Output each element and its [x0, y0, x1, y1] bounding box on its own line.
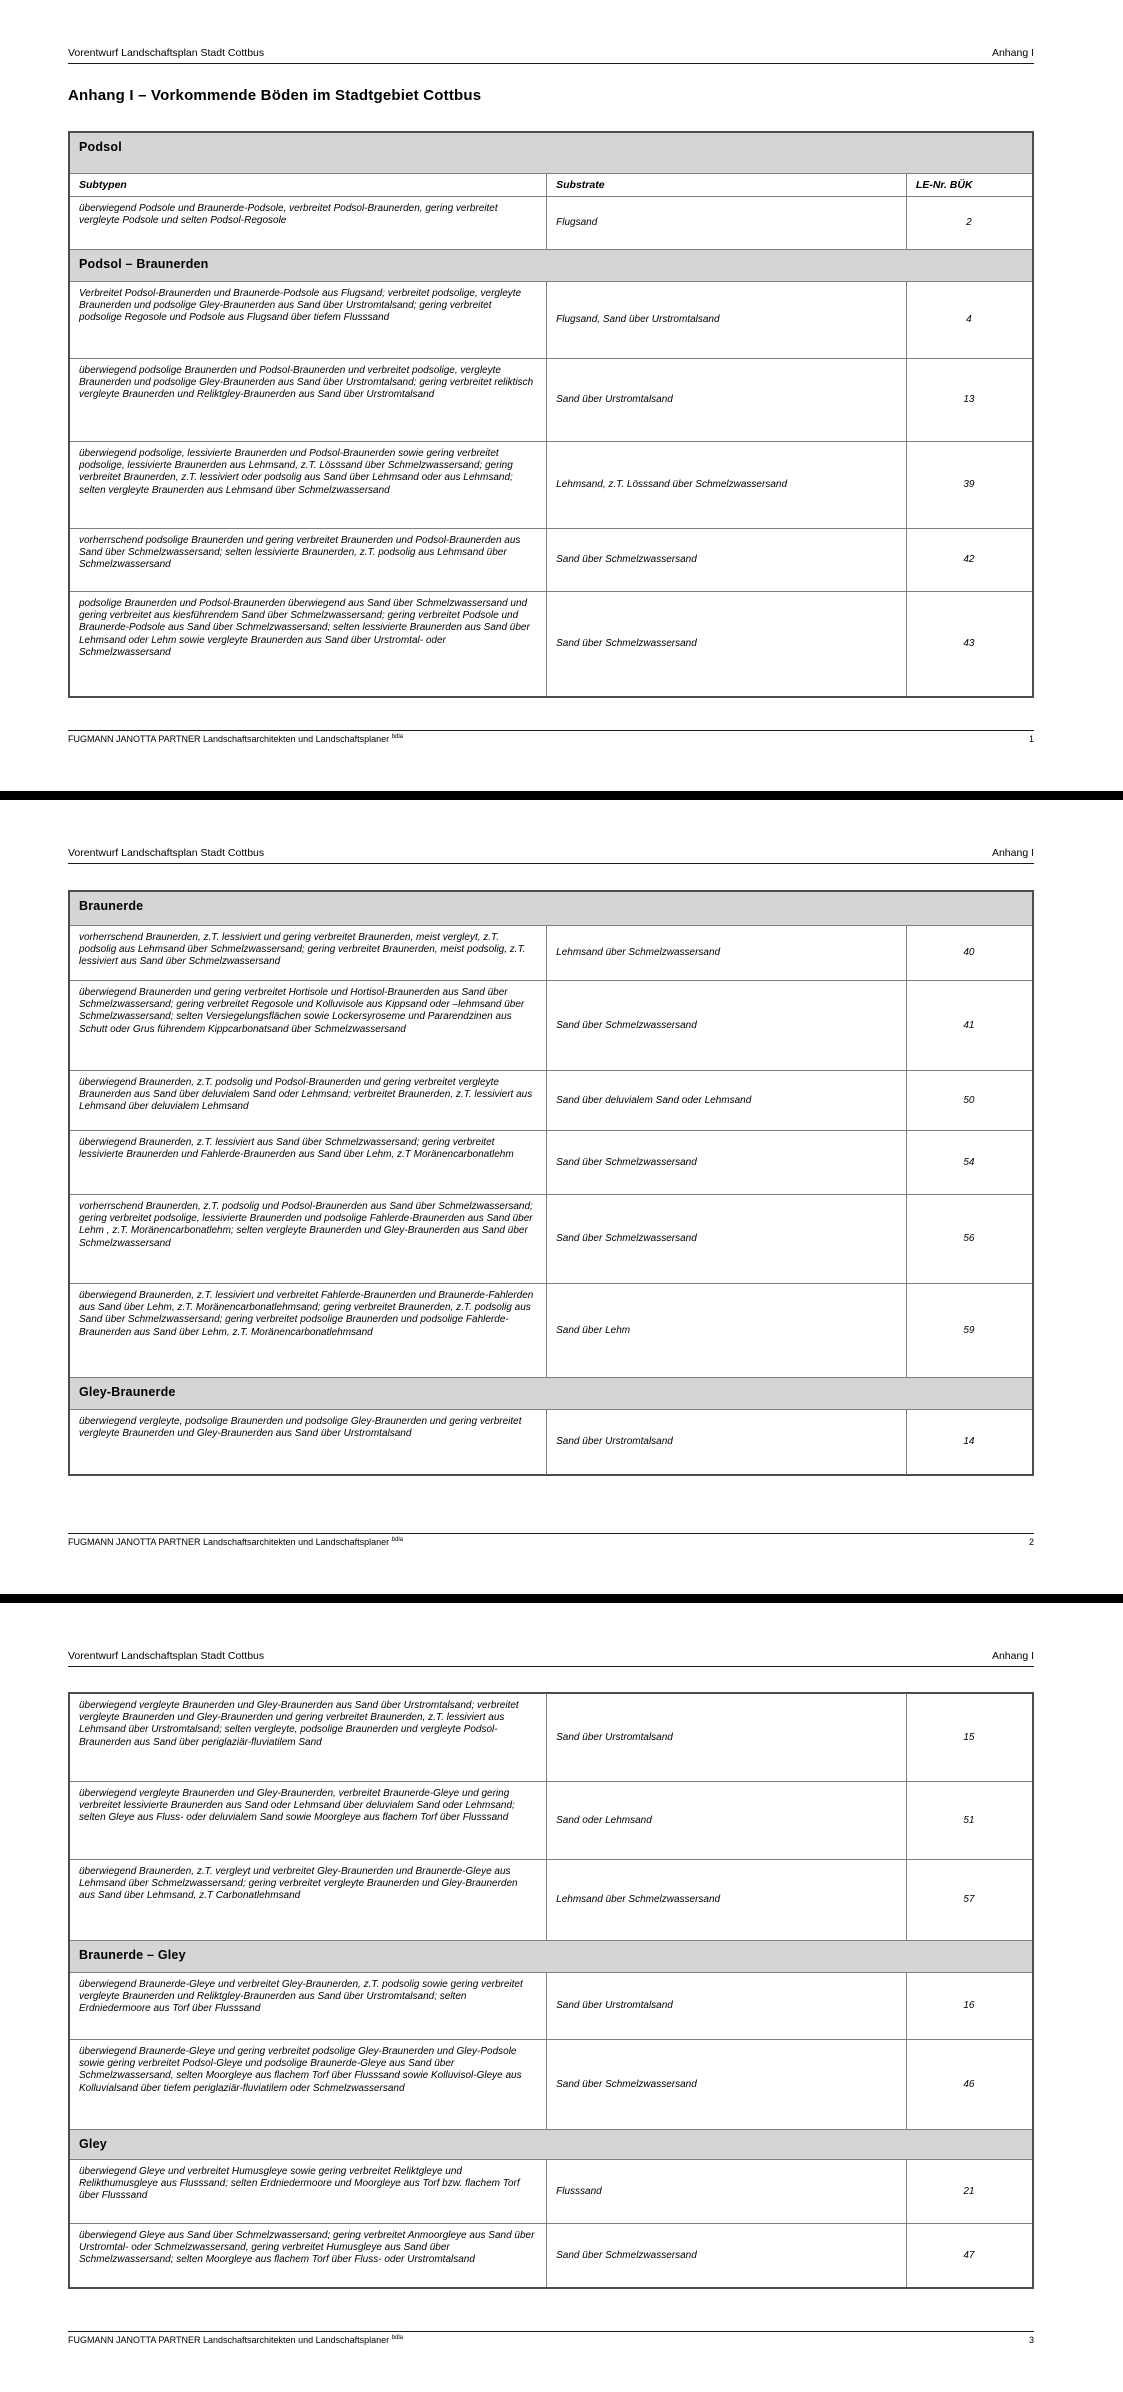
page-footer	[68, 730, 1034, 746]
subtype-description-cell: vorherrschend podsolige Braunerden und gering verbreitet Braunerden und Podsol-Braunerden aus Sand über Schmelzwassersand; selten lessivierte Braunerden, z.T. podsolig aus Lehmsand über Schmelzwassersand	[70, 529, 547, 591]
substrate-cell: Sand über Schmelzwassersand	[547, 1131, 907, 1194]
page-header	[68, 1650, 1034, 1667]
substrate-cell: Sand über Schmelzwassersand	[547, 592, 907, 696]
le-number-cell: 57	[963, 1894, 975, 1906]
header-left-text: Vorentwurf Landschaftsplan Stadt Cottbus	[68, 47, 265, 59]
table-row	[70, 2224, 1032, 2287]
table-row	[70, 282, 1032, 359]
substrate-cell: Sand über Urstromtalsand	[547, 1694, 907, 1781]
table-row	[70, 529, 1032, 592]
table-row	[70, 1782, 1032, 1860]
table-row	[70, 359, 1032, 442]
footer-company-text: FUGMANN JANOTTA PARTNER Landschaftsarchitekten und Landschaftsplaner $^{bdla}$	[68, 734, 403, 745]
le-number-cell: 56	[963, 1233, 975, 1245]
substrate-cell: Sand über Lehm	[547, 1284, 907, 1377]
substrate-cell: Lehmsand, z.T. Lösssand über Schmelzwassersand	[547, 442, 907, 528]
substrate-cell: Sand über Urstromtalsand	[547, 1410, 907, 1474]
page-2	[0, 800, 1123, 1594]
header-right-text: Anhang I	[991, 847, 1034, 859]
subtype-description-cell: überwiegend Braunerden, z.T. vergleyt und verbreitet Gley-Braunerden und Braunerde-Gleye aus Lehmsand über Schmelzwassersand; gering verbreitet vergleyte Braunerden und Gley-Braunerden aus Sand über Lehmsand, z.T Carbonatlehmsand	[70, 1860, 547, 1940]
le-number-cell: 51	[963, 1814, 975, 1826]
table-row	[70, 2160, 1032, 2224]
subtype-description-cell: Verbreitet Podsol-Braunerden und Braunerde-Podsole aus Flugsand; verbreitet podsolige, vergleyte Braunerden und podsolige Gley-Braunerden aus Sand über Urstromtalsand; gering verbreitet podsolige Regosole und Podsole aus Flugsand über tiefem Flusssand	[70, 282, 547, 358]
page-number: 2	[1028, 1537, 1034, 1548]
subtype-description-cell: überwiegend Gleye aus Sand über Schmelzwassersand; gering verbreitet Anmoorgleye aus Sand über Urstromtal- oder Schmelzwassersand, gering verbreitet Humusgleye aus Sand über Schmelzwassersand; selten Moorgleye aus flachem Torf über Fluss- oder Urstromtalsand	[70, 2224, 547, 2287]
subtype-description-cell: überwiegend podsolige Braunerden und Podsol-Braunerden und verbreitet podsolige, vergleyte Braunerden und podsolige Gley-Braunerden aus Sand über Urstromtalsand; gering verbreitet reliktisch vergleyte Braunerden und Reliktgley-Braunerden aus Sand über Urstromtalsand	[70, 359, 547, 441]
le-number-cell: 47	[963, 2249, 975, 2261]
table-row	[70, 1410, 1032, 1474]
header-left-text: Vorentwurf Landschaftsplan Stadt Cottbus	[68, 847, 265, 859]
table-row	[70, 1195, 1032, 1284]
subtype-description-cell: vorherrschend Braunerden, z.T. lessiviert und gering verbreitet Braunerden, meist vergleyt, z.T. podsolig aus Lehmsand über Schmelzwassersand; gering verbreitet Braunerden, meist podsolig, z.T. lessiviert aus Sand über Schmelzwassersand	[70, 926, 547, 980]
table-row	[70, 1131, 1032, 1195]
le-number-cell: 4	[966, 314, 972, 326]
page-header	[68, 847, 1034, 864]
table-row	[70, 1973, 1032, 2040]
page-break-bar	[0, 791, 1123, 800]
subtype-description-cell: überwiegend Braunerde-Gleye und gering verbreitet podsolige Gley-Braunerden und Gley-Podsole sowie gering verbreitet Podsol-Gleye und podsolige Braunerde-Gleye aus Sand über Schmelzwassersand, selten Moorgleye aus flachem Torf über Flusssand sowie Kolluvisol-Gleye aus Kolluvialsand über tiefem periglaziär-fluviatilem oder Schmelzwassersand	[70, 2040, 547, 2129]
le-number-cell: 59	[963, 1324, 975, 1336]
le-number-cell: 41	[963, 1019, 975, 1031]
le-number-cell: 14	[963, 1436, 975, 1448]
subtype-description-cell: überwiegend vergleyte, podsolige Braunerden und podsolige Gley-Braunerden und gering verbreitet vergleyte Braunerden und Gley-Braunerden aus Sand über Urstromtalsand	[70, 1410, 547, 1474]
subtype-description-cell: überwiegend Gleye und verbreitet Humusgleye sowie gering verbreitet Reliktgleye und Relikthumusgleye aus Flusssand; selten Erdniedermoore und Moorgleye aus Torf bzw. flachem Torf über Flusssand	[70, 2160, 547, 2223]
soil-table	[68, 131, 1034, 698]
section-header: Gley	[70, 2130, 1032, 2160]
substrate-cell: Sand über Schmelzwassersand	[547, 2040, 907, 2129]
substrate-cell: Sand über Schmelzwassersand	[547, 2224, 907, 2287]
substrate-cell: Sand über Urstromtalsand	[547, 359, 907, 441]
table-row	[70, 442, 1032, 529]
column-header-subtypes: Subtypen	[70, 174, 547, 196]
section-header: Podsol – Braunerden	[70, 250, 1032, 282]
table-row	[70, 1284, 1032, 1378]
page-number: 1	[1028, 734, 1034, 745]
subtype-description-cell: überwiegend podsolige, lessivierte Braunerden und Podsol-Braunerden sowie gering verbreitet podsolige, lessivierte Braunerden aus Lehmsand, z.T. Lösssand über Schmelzwassersand; gering verbreitet Braunerden, z.T. lessiviert oder podsolig aus Sand über Lehmsand oder aus Lehmsand; selten vergleyte Braunerden aus Lehmsand über Schmelzwassersand	[70, 442, 547, 528]
substrate-cell: Sand über deluvialem Sand oder Lehmsand	[547, 1071, 907, 1130]
substrate-cell: Sand über Urstromtalsand	[547, 1973, 907, 2039]
substrate-cell: Flusssand	[547, 2160, 907, 2223]
le-number-cell: 40	[963, 947, 975, 959]
le-number-cell: 50	[963, 1094, 975, 1106]
table-row	[70, 926, 1032, 981]
soil-table	[68, 890, 1034, 1476]
subtype-description-cell: überwiegend Braunerde-Gleye und verbreitet Gley-Braunerden, z.T. podsolig sowie gering verbreitet vergleyte Braunerden und Reliktgley-Braunerden aus Sand über Urstromtalsand; selten Erdniedermoore aus Torf über Flusssand	[70, 1973, 547, 2039]
subtype-description-cell: überwiegend Braunerden, z.T. lessiviert und verbreitet Fahlerde-Braunerden und Braunerde-Fahlerden aus Sand über Lehm, z.T. Moränencarbonatlehmsand; gering verbreitet Braunerden, z.T. podsolig aus Sand über Schmelzwassersand; gering verbreitet podsolige Braunerden und podsolige Fahlerde-Braunerden aus Sand über Lehm, z.T. Moränencarbonatlehmsand	[70, 1284, 547, 1377]
le-number-cell: 16	[963, 2000, 975, 2012]
footer-bdla-superscript: bdla	[391, 2335, 403, 2342]
table-row	[70, 981, 1032, 1071]
le-number-cell: 2	[966, 217, 972, 229]
le-number-cell: 46	[963, 2078, 975, 2090]
column-header-le-nr: LE-Nr. BÜK	[915, 178, 973, 191]
substrate-cell: Sand über Schmelzwassersand	[547, 1195, 907, 1283]
footer-company-text: FUGMANN JANOTTA PARTNER Landschaftsarchitekten und Landschaftsplaner $^{bdla}$	[68, 1537, 403, 1548]
le-number-cell: 13	[963, 394, 975, 406]
page-footer	[68, 2331, 1034, 2347]
subtype-description-cell: vorherrschend Braunerden, z.T. podsolig und Podsol-Braunerden aus Sand über Schmelzwassersand; gering verbreitet podsolige, lessivierte Braunerden und podsolige Fahlerde-Braunerden aus Sand über Lehm , z.T. Moränencarbonatlehm; selten vergleyte Braunerden und Gley-Braunerden aus Sand über Schmelzwassersand	[70, 1195, 547, 1283]
substrate-cell: Lehmsand über Schmelzwassersand	[547, 1860, 907, 1940]
le-number-cell: 39	[963, 479, 975, 491]
table-row	[70, 197, 1032, 250]
soil-table	[68, 1692, 1034, 2289]
substrate-cell: Sand über Schmelzwassersand	[547, 529, 907, 591]
table-row	[70, 1694, 1032, 1782]
le-number-cell: 42	[963, 554, 975, 566]
column-header-row	[70, 174, 1032, 197]
footer-company-text: FUGMANN JANOTTA PARTNER Landschaftsarchitekten und Landschaftsplaner $^{bdla}$	[68, 2335, 403, 2346]
section-header: Gley-Braunerde	[70, 1378, 1032, 1410]
substrate-cell: Flugsand, Sand über Urstromtalsand	[547, 282, 907, 358]
section-header: Podsol	[70, 133, 1032, 174]
subtype-description-cell: podsolige Braunerden und Podsol-Braunerden überwiegend aus Sand über Schmelzwassersand und gering verbreitet aus kiesführendem Sand über Schmelzwassersand; gering verbreitet Podsole und Braunerde-Podsole aus Sand über Schmelzwassersand; selten lessivierte Braunerden aus Sand über Lehmsand oder Lehm sowie vergleyte Braunerden aus Sand über Urstromtal- oder Schmelzwassersand	[70, 592, 547, 696]
table-row	[70, 2040, 1032, 2130]
page-title: Anhang I – Vorkommende Böden im Stadtgebiet Cottbus	[68, 86, 482, 104]
table-row	[70, 1860, 1032, 1941]
le-number-cell: 54	[963, 1156, 975, 1168]
page-header	[68, 47, 1034, 64]
le-number-cell: 43	[963, 638, 975, 650]
page-3	[0, 1603, 1123, 2392]
le-number-cell: 15	[963, 1731, 975, 1743]
subtype-description-cell: überwiegend Braunerden, z.T. podsolig und Podsol-Braunerden und gering verbreitet vergleyte Braunerden aus Sand über deluvialem Sand oder Lehmsand; verbreitet Braunerden, z.T. lessiviert aus Lehmsand über deluvialem Lehmsand	[70, 1071, 547, 1130]
table-row	[70, 1071, 1032, 1131]
subtype-description-cell: überwiegend Podsole und Braunerde-Podsole, verbreitet Podsol-Braunerden, gering verbreitet vergleyte Podsole und selten Podsol-Regosole	[70, 197, 547, 249]
footer-bdla-superscript: bdla	[391, 1537, 403, 1544]
subtype-description-cell: überwiegend Braunerden und gering verbreitet Hortisole und Hortisol-Braunerden aus Sand über Schmelzwassersand; gering verbreitet Regosole und Kolluvisole aus Kippsand oder –lehmsand über Schmelzwassersand; selten Versiegelungsflächen sowie Lockersyroseme und Pararendzinen aus Schutt oder Grus führendem Kippcarbonatsand über Schmelzwassersand	[70, 981, 547, 1070]
substrate-cell: Sand über Schmelzwassersand	[547, 981, 907, 1070]
table-row	[70, 592, 1032, 696]
section-header: Braunerde	[70, 892, 1032, 926]
substrate-cell: Lehmsand über Schmelzwassersand	[547, 926, 907, 980]
header-left-text: Vorentwurf Landschaftsplan Stadt Cottbus	[68, 1650, 265, 1662]
subtype-description-cell: überwiegend vergleyte Braunerden und Gley-Braunerden, verbreitet Braunerde-Gleye und gering verbreitet lessivierte Braunerden aus Sand oder Lehmsand über deluvialem Sand oder Lehmsand; selten Gleye aus Fluss- oder deluvialem Sand sowie Moorgleye aus flachem Torf über Flusssand	[70, 1782, 547, 1859]
substrate-cell: Sand oder Lehmsand	[547, 1782, 907, 1859]
header-right-text: Anhang I	[991, 1650, 1034, 1662]
subtype-description-cell: überwiegend vergleyte Braunerden und Gley-Braunerden aus Sand über Urstromtalsand; verbreitet vergleyte Braunerden und Gley-Braunerden und gering verbreitet Braunerden, z.T. lessiviert aus Lehmsand über Urstromtalsand; selten vergleyte, podsolige Braunerden und vergleyte Podsol-Braunerden aus Sand über periglaziär-fluviatilem Sand	[70, 1694, 547, 1781]
header-right-text: Anhang I	[991, 47, 1034, 59]
column-header-substrate: Substrate	[547, 174, 907, 196]
substrate-cell: Flugsand	[547, 197, 907, 249]
le-number-cell: 21	[963, 2185, 975, 2197]
page-number: 3	[1028, 2335, 1034, 2346]
section-header: Braunerde – Gley	[70, 1941, 1032, 1973]
page-footer	[68, 1533, 1034, 1549]
footer-bdla-superscript: bdla	[391, 734, 403, 741]
page-break-bar	[0, 1594, 1123, 1603]
page-1	[0, 0, 1123, 791]
subtype-description-cell: überwiegend Braunerden, z.T. lessiviert aus Sand über Schmelzwassersand; gering verbreitet lessivierte Braunerden und Fahlerde-Braunerden aus Sand über Lehm, z.T Moränencarbonatlehm	[70, 1131, 547, 1194]
